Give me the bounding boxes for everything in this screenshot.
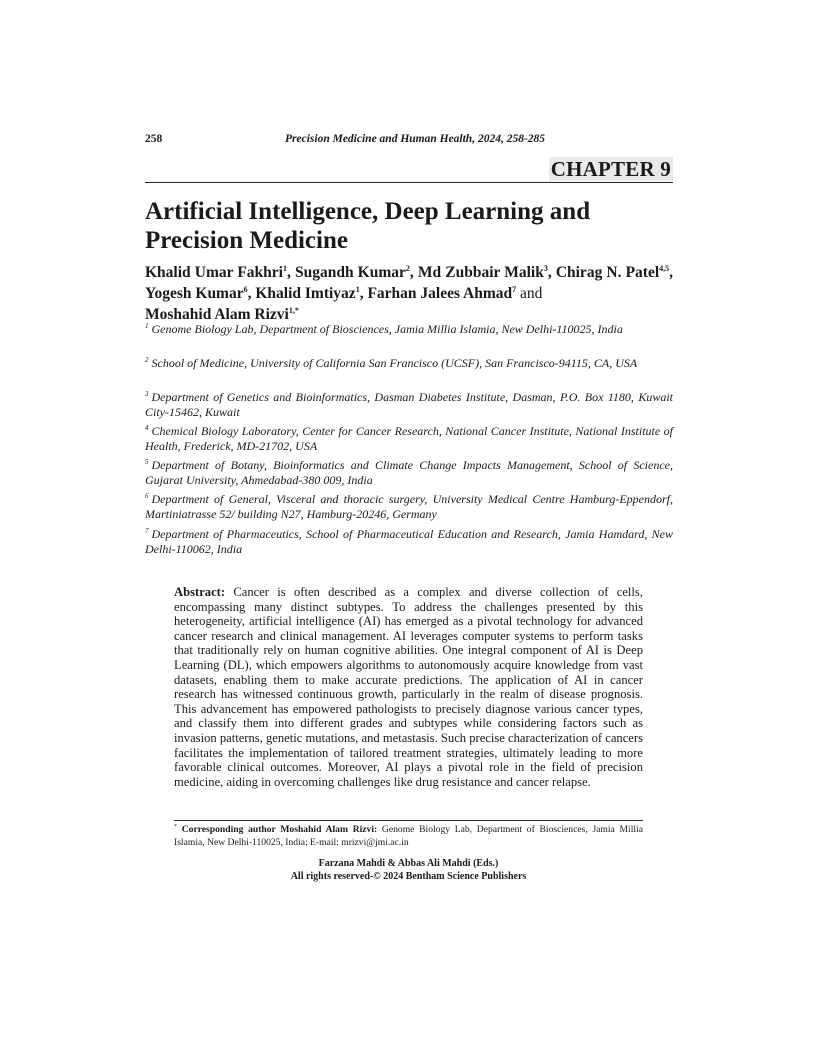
author-name: Farhan Jalees Ahmad [367, 285, 513, 302]
author-name: Yogesh Kumar [145, 285, 244, 302]
author-affiliation-ref: 1 [355, 285, 360, 294]
author-name: Moshahid Alam Rizvi [145, 306, 289, 323]
editors-block [174, 858, 643, 883]
author-affiliation-ref: 7 [512, 285, 517, 294]
footnote-text: Genome Biology Lab, Department of Biosciences, Jamia Millia Islamia, New Delhi-110025, India; E-mail: mrizvi@jmi.ac.in [174, 824, 643, 848]
footnote-label: Corresponding author Moshahid Alam Rizvi: [181, 824, 378, 835]
running-header [145, 133, 673, 149]
author-list: Khalid Umar Fakhri$^1$, Sugandh Kumar$^2$, Md Zubbair Malik$^3$, Chirag N. Patel$^{4,5}$, Yogesh Kumar$^6$, Khalid Imtiyaz$^1$, Farhan Jalees Ahmad$^7$ and Moshahid Alam Rizvi$^{1,*}$ [145, 264, 674, 323]
footnote-rule [174, 820, 643, 821]
author-name: Chirag N. Patel [555, 264, 660, 281]
affiliation: $^5$ Department of Botany, Bioinformatics and Climate Change Impacts Management, School of Science, Gujarat University, Ahmedabad-380 009, India [145, 458, 673, 487]
author-affiliation-ref: 4,5 [659, 264, 670, 273]
author-name: Sugandh Kumar [294, 264, 406, 281]
abstract-label: Abstract: [174, 585, 226, 599]
journal-name: Precision Medicine and Human Health [285, 133, 473, 145]
page-number: 258 [145, 133, 163, 145]
author-affiliation-ref: 1 [282, 264, 287, 273]
journal-citation [285, 133, 545, 145]
affiliation: $^2$ School of Medicine, University of California San Francisco (UCSF), San Francisco-94115, CA, USA [145, 356, 638, 370]
author-name: Khalid Imtiyaz [255, 285, 356, 302]
affiliation: $^1$ Genome Biology Lab, Department of Biosciences, Jamia Millia Islamia, New Delhi-110025, India [145, 322, 623, 336]
author-name: Khalid Umar Fakhri [145, 264, 283, 281]
affiliation: $^3$ Department of Genetics and Bioinformatics, Dasman Diabetes Institute, Dasman, P.O. Box 1180, Kuwait City-15462, Kuwait [145, 390, 673, 419]
author-affiliation-ref: 3 [543, 264, 548, 273]
abstract-text: Cancer is often described as a complex and diverse collection of cells, encompassing many distinct subtypes. To address the challenges presented by this heterogeneity, artificial intelligence (AI) has emerged as a pivotal technology for advanced cancer research and clinical management. AI leverages computer systems to perform tasks that traditionally rely on human cognitive abilities. One integral component of AI is Deep Learning (DL), which empowers algorithms to autonomously acquire knowledge from vast datasets, enabling them to make accurate predictions. The application of AI in cancer research has witnessed continuous growth, particularly in the realm of disease prognosis. This advancement has empowered pathologists to precisely diagnose various cancer types, and classify them into different grades and subtypes while considering factors such as invasion patterns, genetic mutations, and metastasis. Such precise characterization of cancers facilitates the implementation of tailored treatment strategies, ultimately leading to more favorable clinical outcomes. Moreover, AI plays a pivotal role in the field of precision medicine, aiding in overcoming challenges like drug resistance and cancer relapse. [174, 585, 643, 789]
author-affiliation-ref: 1,* [288, 306, 299, 315]
corresponding-author-footnote [174, 824, 643, 849]
author-affiliation-ref: 2 [405, 264, 410, 273]
author-affiliation-ref: 6 [243, 285, 248, 294]
editors: Farzana Mahdi & Abbas Ali Mahdi (Eds.) [318, 858, 499, 869]
copyright: All rights reserved-© 2024 Bentham Science Publishers [290, 870, 527, 882]
affiliation: $^7$ Department of Pharmaceutics, School of Pharmaceutical Education and Research, Jamia Hamdard, New Delhi-110062, India [145, 527, 673, 556]
abstract [174, 585, 643, 789]
author-name: Md Zubbair Malik [417, 264, 544, 281]
chapter-title: Artificial Intelligence, Deep Learning and Precision Medicine [145, 198, 591, 254]
journal-details: , 2024, 258-285 [472, 133, 546, 145]
chapter-label: CHAPTER 9 [550, 157, 671, 181]
footnote-marker: * [174, 824, 177, 830]
header-rule [145, 182, 673, 183]
author-conjunction: and [520, 285, 543, 302]
affiliation: $^6$ Department of General, Visceral and thoracic surgery, University Medical Centre Hamburg-Eppendorf, Martiniatrasse 52/ building N27, Hamburg-20246, Germany [145, 492, 673, 521]
affiliation: $^4$ Chemical Biology Laboratory, Center for Cancer Research, National Cancer Institute, National Institute of Health, Frederick, MD-21702, USA [145, 424, 673, 453]
